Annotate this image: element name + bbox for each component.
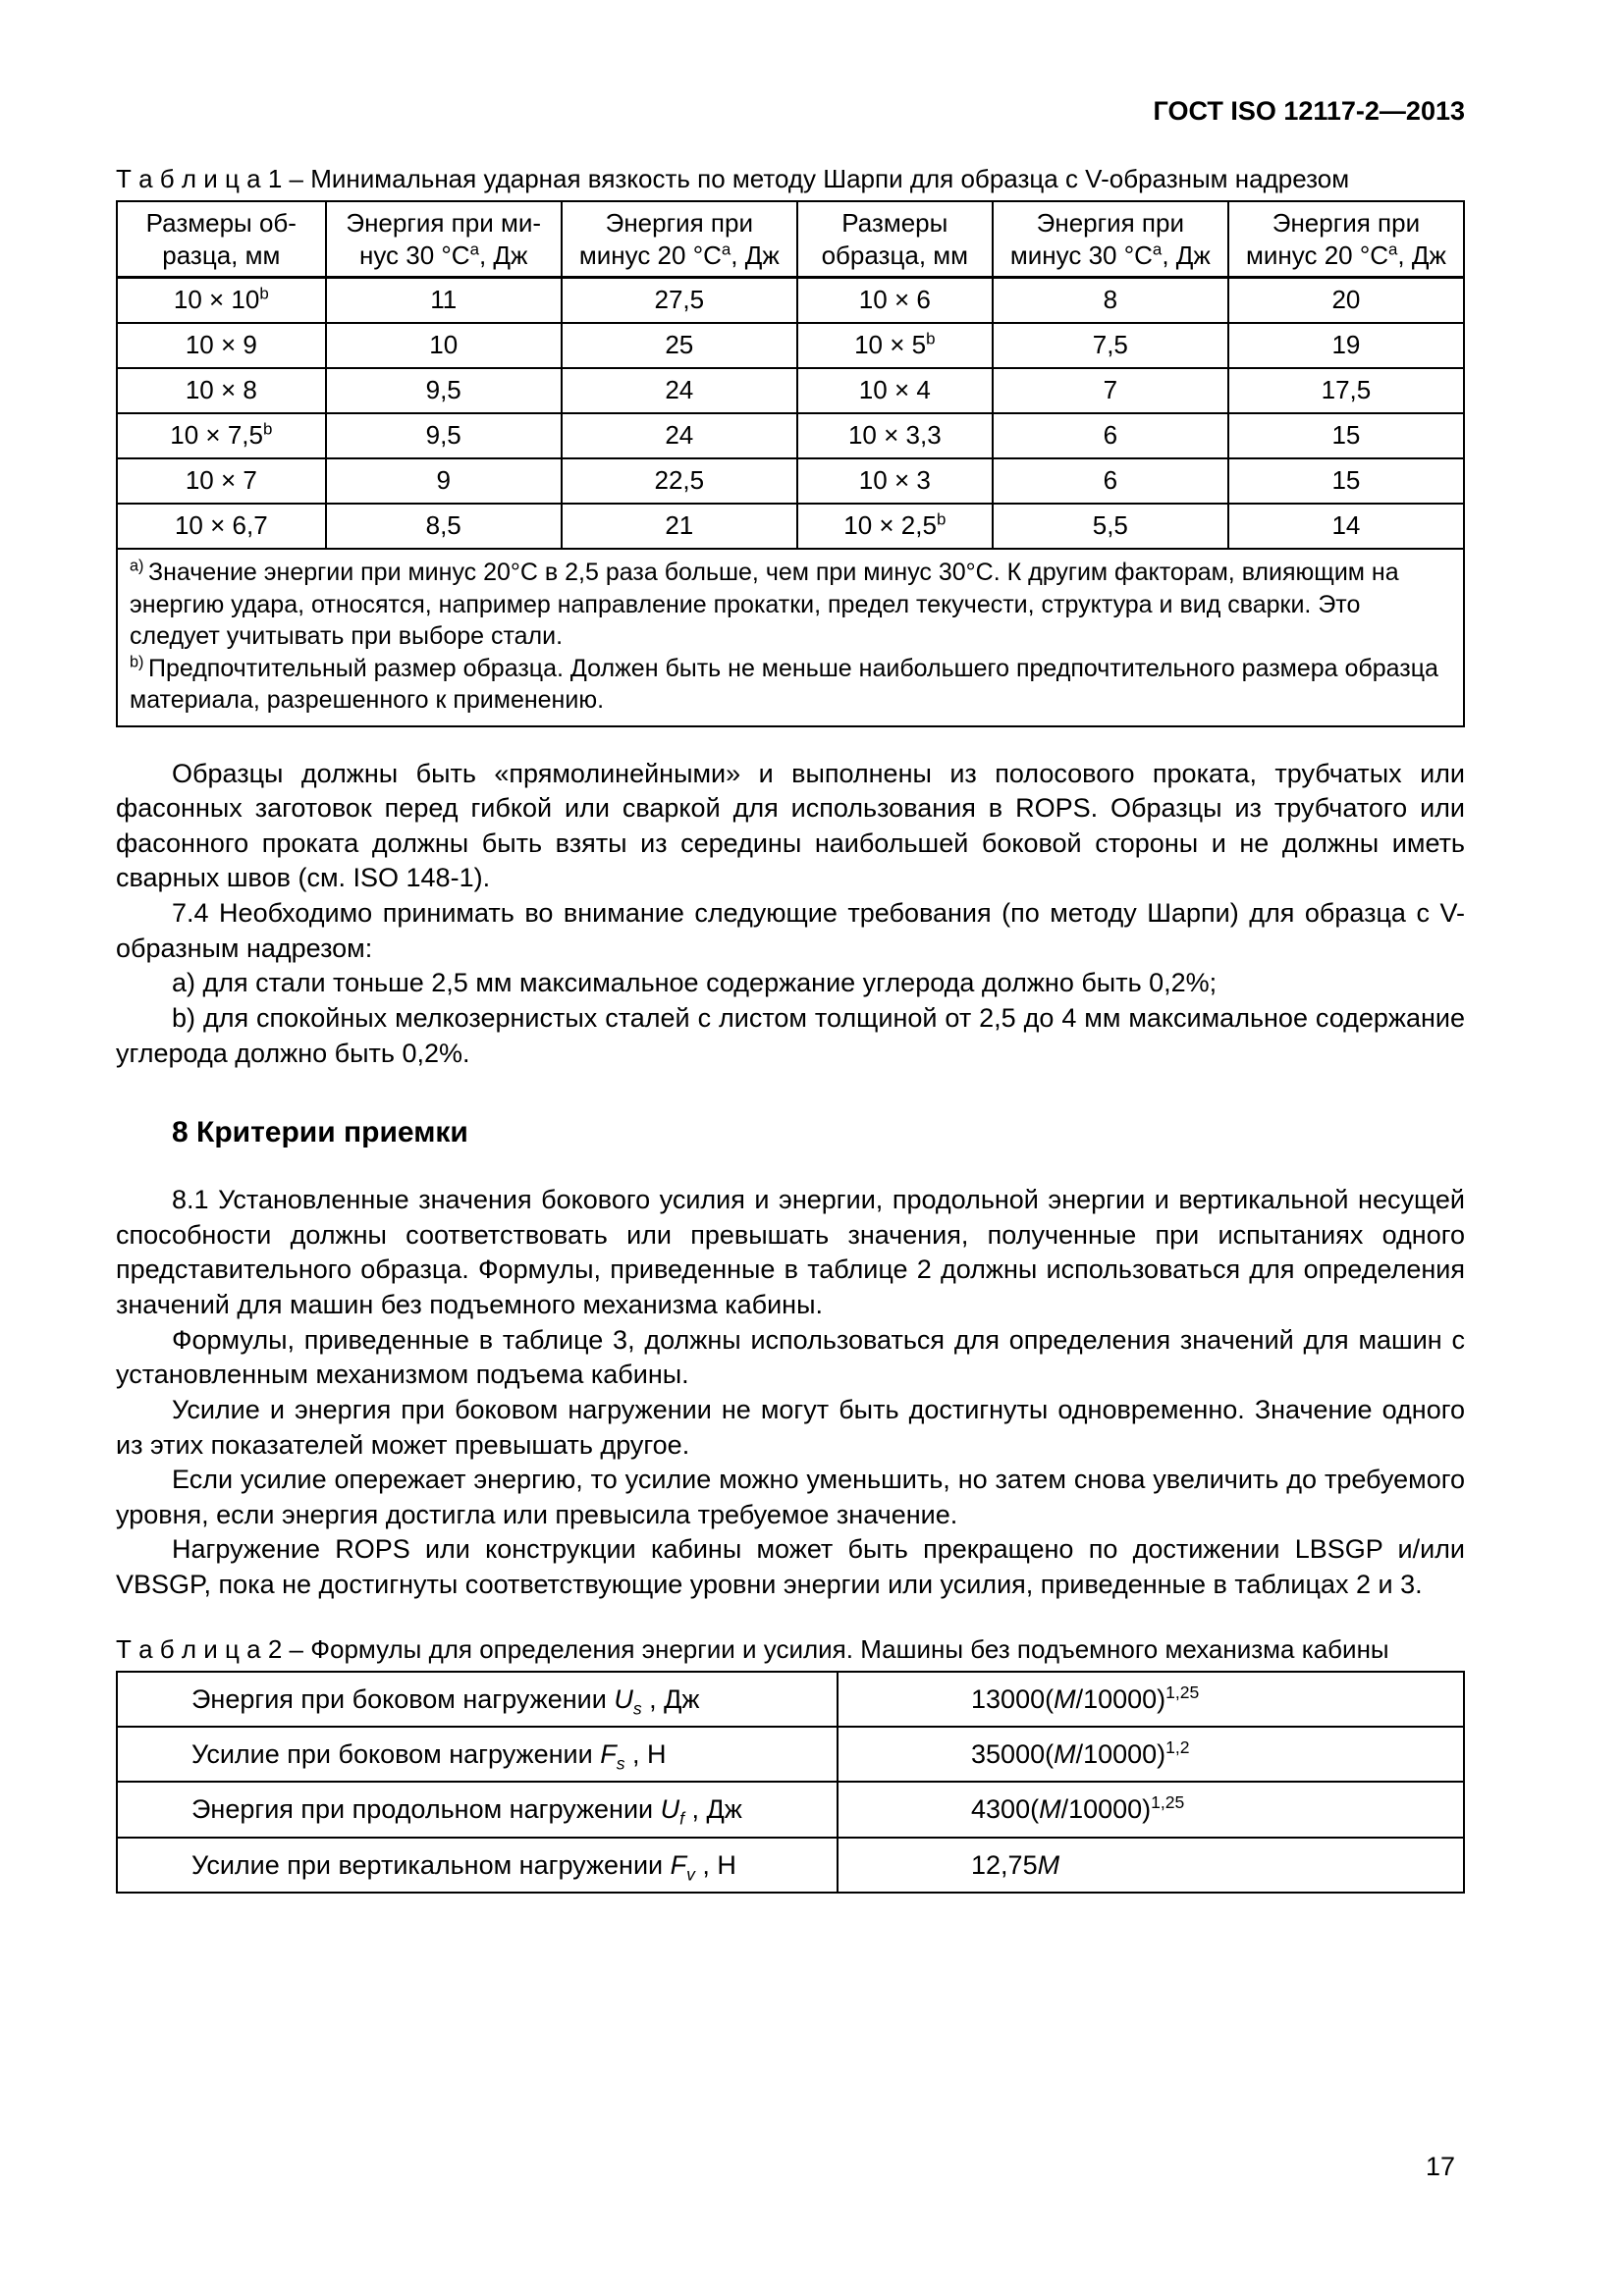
table-row (117, 458, 1464, 504)
table-cell: 10 × 2,5$^b$ (797, 504, 993, 549)
paragraph: Если усилие опережает энергию, то усилие можно уменьшить, но затем снова увеличить до требуемого уровня, если энергия достигла или превысила требуемое значение. (116, 1465, 1465, 1529)
table-row (117, 1838, 1464, 1893)
table-cell: 20 (1228, 278, 1464, 324)
table-row (117, 1672, 1464, 1727)
table-cell: 10 (326, 323, 562, 368)
footnote-marker: b) (130, 653, 148, 671)
table-cell: 17,5 (1228, 368, 1464, 413)
table-cell: 10 × 6,7 (117, 504, 326, 549)
table-cell: 14 (1228, 504, 1464, 549)
document-page (116, 0, 1465, 2296)
table2-body (117, 1672, 1464, 1894)
table1-header-cell: Энергия при минус 30 $^\circ С^а$, Дж (993, 201, 1228, 278)
table1-header-cell: Размеры об-разца, мм (117, 201, 326, 278)
table-cell: 7,5 (993, 323, 1228, 368)
table1-body (117, 278, 1464, 550)
table-cell: 22,5 (562, 458, 797, 504)
table-cell: 24 (562, 368, 797, 413)
table-cell: 8,5 (326, 504, 562, 549)
paragraph: Нагружение ROPS или конструкции кабины может быть прекращено по достижении LBSGP и/или VBSGP, пока не достигнуты соответствующие уровни энергии или усилия, приведенные в таблицах 2 и 3. (116, 1534, 1465, 1599)
table1-footnotes-row (117, 549, 1464, 726)
formula-label-cell: Энергия при боковом нагружении $U_s$ , Дж (117, 1672, 838, 1727)
formula-value-cell: $35000(M/10000)^{1,2}$ (838, 1727, 1464, 1782)
table-cell: 27,5 (562, 278, 797, 324)
paragraph: b) для спокойных мелкозернистых сталей с листом толщиной от 2,5 до 4 мм максимальное содержание углерода должно быть 0,2%. (116, 1002, 1465, 1068)
table-cell: 10 × 4 (797, 368, 993, 413)
formula-value-cell: $4300(M/10000)^{1,25}$ (838, 1782, 1464, 1837)
table-row (117, 323, 1464, 368)
table-row (117, 368, 1464, 413)
section8-heading: 8 Критерии приемки (172, 1116, 468, 1149)
table-footnote: $^{b)}$ Предпочтительный размер образца. Должен быть не меньше наибольшего предпочтительного размера образца материала, разрешенного к применению. (130, 653, 1438, 714)
table1-footnotes-cell (117, 549, 1464, 726)
table-cell: 11 (326, 278, 562, 324)
paragraph: Образцы должны быть «прямолинейными» и выполнены из полосового проката, трубчатых или фасонных заготовок перед гибкой или сваркой для использования в ROPS. Образцы из трубчатого или фасонного проката должны быть взяты из середины наибольшей боковой стороны и не должны иметь сварных швов (см. ISO 148-1). (116, 758, 1465, 893)
paragraph: Усилие и энергия при боковом нагружении не могут быть достигнуты одновременно. Значение одного из этих показателей может превышать другое. (116, 1394, 1465, 1460)
table-cell: 8 (993, 278, 1228, 324)
table1-header-cell: Энергия при минус 20 $^\circ С^а$, Дж (1228, 201, 1464, 278)
table-cell: 10 × 8 (117, 368, 326, 413)
table1-header-cell: Энергия при минус 20 $^\circ С^а$, Дж (562, 201, 797, 278)
table2 (116, 1671, 1465, 1895)
table-row (117, 413, 1464, 458)
table-cell: $10 \times 5^b$ (797, 323, 993, 368)
table1-caption: Т а б л и ц а 1 – Минимальная ударная вязкость по методу Шарпи для образца с V-образным надрезом (116, 164, 1350, 193)
table-cell: 9,5 (326, 413, 562, 458)
table-cell: 21 (562, 504, 797, 549)
table-cell: 10 × 9 (117, 323, 326, 368)
footnote-marker: а) (130, 557, 148, 575)
paragraph: 8.1 Установленные значения бокового усилия и энергии, продольной энергии и вертикальной несущей способности должны соответствовать или превышать значения, полученные при испытаниях одного представительного образца. Формулы, приведенные в таблице 2 должны использоваться для определения значений для машин без подъемного механизма кабины. (116, 1185, 1465, 1319)
table1 (116, 200, 1465, 727)
table1-header-cell: Энергия при ми-нус 30 $^\circ С^а$, Дж (326, 201, 562, 278)
table2-caption: Т а б л и ц а 2 – Формулы для определения энергии и усилия. Машины без подъемного механизма кабины (116, 1633, 1389, 1664)
table-cell: 9 (326, 458, 562, 504)
page-number: 17 (1425, 2152, 1455, 2181)
table-cell: 10 × 7 (117, 458, 326, 504)
table-cell: 10 × 7,5$^b$ (117, 413, 326, 458)
formula-label-cell: Усилие при вертикальном нагружении $F_v$ , Н (117, 1838, 838, 1893)
table-cell: 7 (993, 368, 1228, 413)
table-cell: 10 × 3 (797, 458, 993, 504)
table-cell: 15 (1228, 413, 1464, 458)
table1-header-row (117, 201, 1464, 278)
formula-label-cell: Энергия при продольном нагружении $U_f$ , Дж (117, 1782, 838, 1837)
table1-header-cell: Размеры образца, мм (797, 201, 993, 278)
table-row (117, 1727, 1464, 1782)
table-row (117, 278, 1464, 324)
section8-paragraphs (116, 1183, 1465, 1603)
table-cell: 10 × 6 (797, 278, 993, 324)
table-cell: 15 (1228, 458, 1464, 504)
section7-paragraphs (116, 757, 1465, 1072)
formula-label-cell: Усилие при боковом нагружении $F_s$ , Н (117, 1727, 838, 1782)
paragraph: 7.4 Необходимо принимать во внимание следующие требования (по методу Шарпи) для образца с V-образным надрезом: (116, 898, 1465, 963)
table-cell: 10 × 3,3 (797, 413, 993, 458)
formula-value-cell: $13000(M/10000)^{1,25}$ (838, 1672, 1464, 1727)
table-cell: $10 \times 10^b$ (117, 278, 326, 324)
formula-value-cell: 12,75M (838, 1838, 1464, 1893)
table-row (117, 1782, 1464, 1837)
document-title: ГОСТ ISO 12117-2—2013 (1153, 96, 1465, 126)
paragraph: Формулы, приведенные в таблице 3, должны использоваться для определения значений для машин с установленным механизмом подъема кабины. (116, 1324, 1465, 1390)
table-row (117, 504, 1464, 549)
table-cell: 24 (562, 413, 797, 458)
table-cell: 25 (562, 323, 797, 368)
table-cell: 19 (1228, 323, 1464, 368)
table-cell: 6 (993, 458, 1228, 504)
paragraph: a) для стали тоньше 2,5 мм максимальное содержание углерода должно быть 0,2%; (172, 968, 1218, 998)
table-footnote: $^{а)}$ Значение энергии при минус 20°С в 2,5 раза больше, чем при минус 30°С. К другим факторам, влияющим на энергию удара, относятся, например направление прокатки, предел текучести, структура и вид сварки. Это следует учитывать при выборе стали. (130, 557, 1399, 650)
table-cell: 9,5 (326, 368, 562, 413)
table-cell: 5,5 (993, 504, 1228, 549)
table-cell: 6 (993, 413, 1228, 458)
